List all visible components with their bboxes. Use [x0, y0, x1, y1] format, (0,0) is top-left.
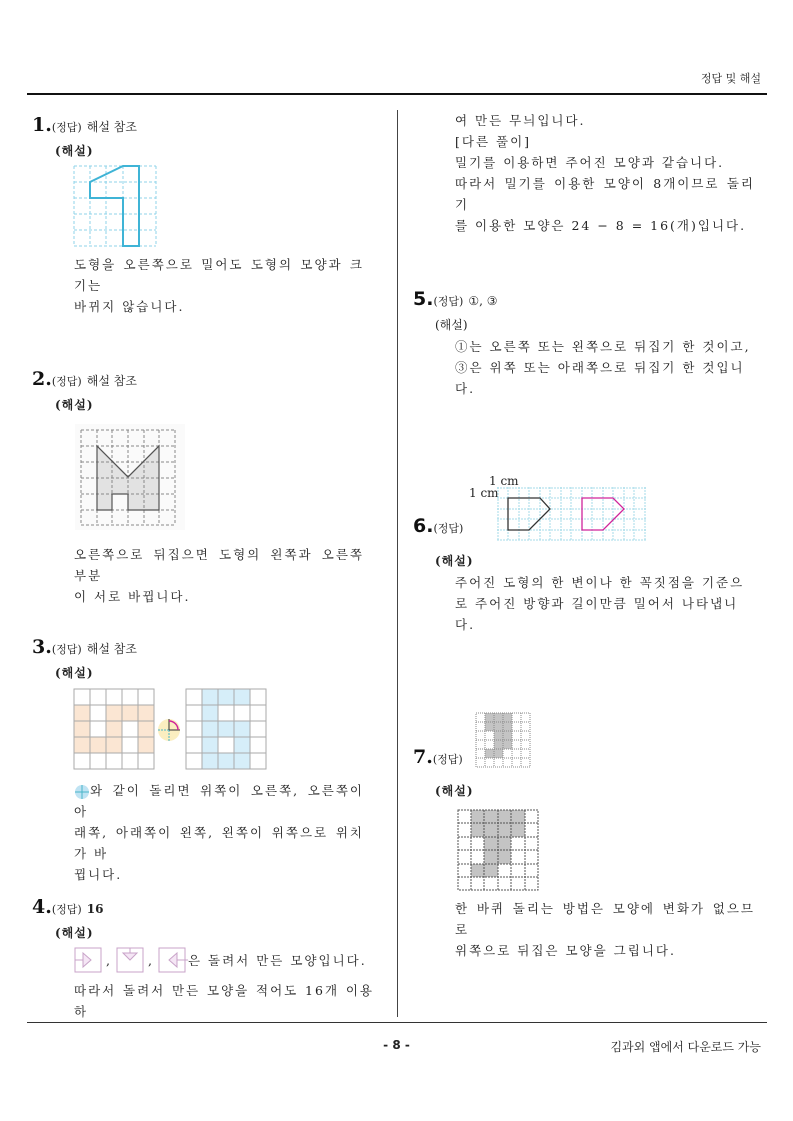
question-2-header	[32, 368, 137, 390]
column-divider	[397, 110, 398, 1017]
header-title: 정답 및 해설	[700, 72, 761, 85]
q3-solution-text: 와 같이 돌리면 위쪽이 오른쪽, 오른쪽이 아 래쪽, 아래쪽이 왼쪽, 왼쪽이 위쪽으로 위치가 바 뀝니다.	[74, 783, 364, 882]
question-4-header	[32, 896, 103, 918]
q4-continued-text: 여 만든 무늬입니다. [다른 풀이] 밀기를 이용하면 주어진 모양과 같습니다. 따라서 밀기를 이용한 모양이 8개이므로 돌리기 를 이용한 모양은 24 − 8 = 16(개)입니다.	[455, 113, 755, 233]
answer-value: 해설 참조	[86, 642, 137, 656]
question-number: 6.	[413, 515, 434, 537]
q1-figure	[73, 165, 157, 247]
solution-label: (해설)	[435, 554, 474, 568]
unit-label-height: 1 cm	[469, 486, 499, 500]
answer-label: (정답)	[433, 522, 464, 535]
footer-rule	[27, 1022, 767, 1023]
q2-figure	[75, 424, 185, 530]
question-3-header	[32, 636, 137, 658]
rotate-quarter-icon	[158, 719, 180, 741]
q1-solution-text: 도형을 오른쪽으로 밀어도 도형의 모양과 크기는 바뀌지 않습니다.	[74, 257, 364, 314]
answer-label: (정답)	[432, 753, 463, 766]
solution-label: (해설)	[435, 784, 474, 798]
answer-value: ①, ③	[468, 294, 498, 308]
question-7-header	[413, 746, 463, 768]
q2-solution-text: 오른쪽으로 뒤집으면 도형의 왼쪽과 오른쪽 부분 이 서로 바뀝니다.	[74, 547, 364, 604]
pattern-down-icon	[116, 947, 144, 973]
question-5-header	[413, 288, 498, 310]
solution-label: (해설)	[55, 144, 94, 158]
q5-solution-text: ①는 오른쪽 또는 왼쪽으로 뒤집기 한 것이고, ③은 위쪽 또는 아래쪽으로 뒤집기 한 것입니 다.	[455, 339, 751, 396]
answer-label: (정답)	[51, 643, 82, 656]
footer-note: 김과외 앱에서 다운로드 가능	[610, 1040, 761, 1054]
solution-label: (해설)	[55, 398, 94, 412]
unit-label-width: 1 cm	[489, 474, 519, 488]
solution-label: (해설)	[435, 318, 468, 332]
q6-figure	[497, 487, 649, 543]
q6-solution-text: 주어진 도형의 한 변이나 한 꼭짓점을 기준으 로 주어진 방향과 길이만큼 밀어서 나타냅니 다.	[455, 575, 745, 632]
q7-solution-text: 한 바퀴 돌리는 방법은 모양에 변화가 없으므로 위쪽으로 뒤집은 모양을 그립니다.	[455, 901, 755, 958]
q3-figure	[73, 688, 269, 772]
q7-answer-figure	[475, 712, 531, 768]
question-number: 5.	[413, 288, 434, 310]
q4-solution-text: , , 은 돌려서 만든 모양입니다. 따라서 돌려서 만든 모양을 적어도 16개 이용하	[74, 946, 374, 1022]
answer-value: 해설 참조	[86, 374, 137, 388]
answer-label: (정답)	[51, 121, 82, 134]
page-number: - 8 -	[383, 1038, 410, 1052]
q7-solution-figure	[457, 809, 541, 891]
answer-label: (정답)	[51, 903, 82, 916]
question-number: 1.	[32, 114, 52, 136]
pattern-right-icon	[74, 947, 102, 973]
solution-label: (해설)	[55, 666, 94, 680]
question-number: 4.	[32, 896, 52, 918]
answer-label: (정답)	[433, 295, 464, 308]
question-number: 7.	[413, 746, 433, 768]
question-1-header	[32, 114, 137, 136]
header-rule	[27, 93, 767, 95]
question-number: 2.	[32, 368, 52, 390]
answer-label: (정답)	[51, 375, 82, 388]
question-number: 3.	[32, 636, 52, 658]
answer-value: 해설 참조	[86, 120, 137, 134]
rotate-icon	[74, 784, 90, 800]
pattern-left-icon	[158, 947, 188, 973]
solution-label: (해설)	[55, 926, 94, 940]
answer-value: 16	[86, 902, 104, 916]
question-6-header	[413, 515, 463, 537]
